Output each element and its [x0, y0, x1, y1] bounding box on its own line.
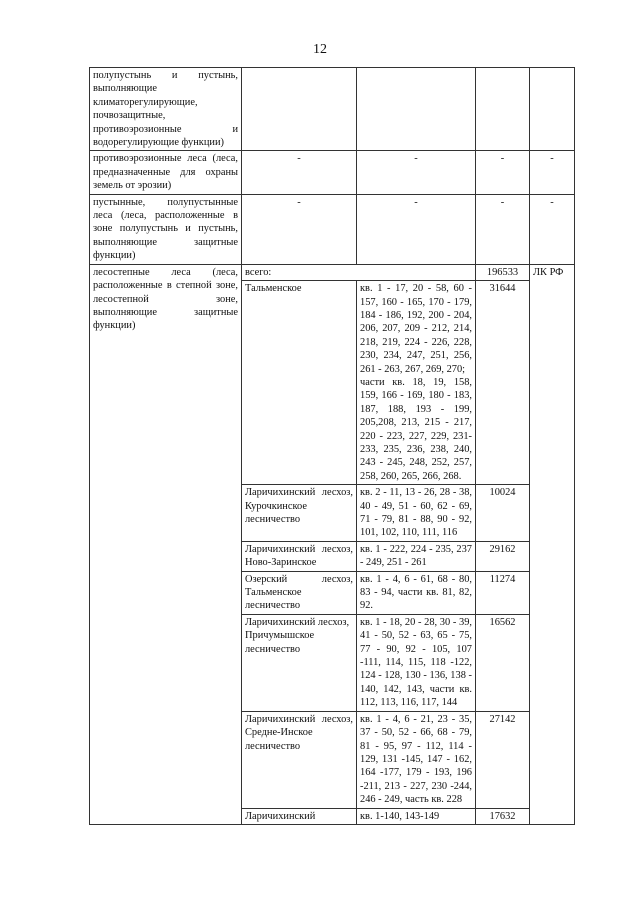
quarters-cell: кв. 1 - 17, 20 - 58, 60 - 157, 160 - 165, 170 - 179, 184 - 186, 192, 200 - 204, 206, 207, 209 - 212, 214, 218, 219, 224 - 226, 228, 230, 234, 247, 251, 256, 261 - 263, 267, 269, 270; части кв. 18, 19, 158, 159, 166 - 169, 180 - 183, 187, 188, 193 - 199, 205,208, 213, 215 - 217, 220 - 223, 227, 229, 231-233, 235, 236, 238, 240, 243 - 245, 248, 252, 257, 258, 260, 265, 266, 268. [357, 281, 476, 485]
unit-cell [242, 68, 357, 151]
unit-cell: Ларичихинский лесхоз, Средне-Инское лесничество [242, 711, 357, 808]
category-cell: противоэрозионные леса (леса, предназначенные для охраны земель от эрозии) [90, 151, 242, 194]
quarters-cell: кв. 2 - 11, 13 - 26, 28 - 38, 40 - 49, 51 - 60, 62 - 69, 71 - 79, 81 - 88, 90 - 92, 101, 102, 110, 111, 116 [357, 485, 476, 542]
area-cell: 29162 [476, 541, 530, 571]
quarters-cell: - [357, 151, 476, 194]
category-cell: полупустынь и пустынь, выполняющие климаторегулирующие, почвозащитные, противоэрозионные и водорегулирующие функции) [90, 68, 242, 151]
area-cell [476, 68, 530, 151]
quarters-cell: кв. 1 - 18, 20 - 28, 30 - 39, 41 - 50, 52 - 63, 65 - 75, 77 - 90, 92 - 105, 107 -111, 114, 115, 118 -122, 124 - 128, 130 - 136, 138 - 140, 142, 143, части кв. 112, 113, 116, 117, 144 [357, 614, 476, 711]
quarters-cell: кв. 1 - 4, 6 - 21, 23 - 35, 37 - 50, 52 - 66, 68 - 79, 81 - 95, 97 - 112, 114 - 129, 131 -145, 147 - 162, 164 -177, 179 - 193, 196 -211, 213 - 227, 230 -244, 246 - 249, часть кв. 228 [357, 711, 476, 808]
area-cell: 31644 [476, 281, 530, 485]
forest-protection-table [89, 67, 575, 825]
area-cell: 11274 [476, 571, 530, 614]
page-number: 12 [313, 42, 327, 57]
area-cell: - [476, 194, 530, 264]
quarters-cell: кв. 1 - 4, 6 - 61, 68 - 80, 83 - 94, части кв. 81, 82, 92. [357, 571, 476, 614]
unit-cell: Ларичихинский [242, 808, 357, 824]
unit-cell: Тальменское [242, 281, 357, 485]
unit-cell: Озерский лесхоз, Тальменское лесничество [242, 571, 357, 614]
unit-cell: - [242, 151, 357, 194]
area-cell: - [476, 151, 530, 194]
quarters-cell: кв. 1 - 222, 224 - 235, 237 - 249, 251 - 261 [357, 541, 476, 571]
area-cell: 10024 [476, 485, 530, 542]
unit-cell: - [242, 194, 357, 264]
basis-cell: ЛК РФ [530, 264, 575, 824]
area-cell: 27142 [476, 711, 530, 808]
basis-cell: - [530, 194, 575, 264]
table-row [90, 151, 575, 194]
basis-cell [530, 68, 575, 151]
area-cell: 17632 [476, 808, 530, 824]
quarters-cell: - [357, 194, 476, 264]
quarters-cell [357, 68, 476, 151]
category-cell: пустынные, полупустынные леса (леса, расположенные в зоне полупустынь и пустынь, выполняющие защитные функции) [90, 194, 242, 264]
category-cell: лесостепные леса (леса, расположенные в степной зоне, лесостепной зоне, выполняющие защитные функции) [90, 264, 242, 824]
unit-cell: Ларичихинский лесхоз, Причумышское лесничество [242, 614, 357, 711]
total-area: 196533 [476, 264, 530, 280]
table-row [90, 68, 575, 151]
unit-cell: Ларичихинский лесхоз, Курочкинское лесничество [242, 485, 357, 542]
total-label: всего: [242, 264, 476, 280]
area-cell: 16562 [476, 614, 530, 711]
table-row [90, 264, 575, 280]
basis-cell: - [530, 151, 575, 194]
quarters-cell: кв. 1-140, 143-149 [357, 808, 476, 824]
unit-cell: Ларичихинский лесхоз, Ново-Заринское [242, 541, 357, 571]
table-row [90, 194, 575, 264]
